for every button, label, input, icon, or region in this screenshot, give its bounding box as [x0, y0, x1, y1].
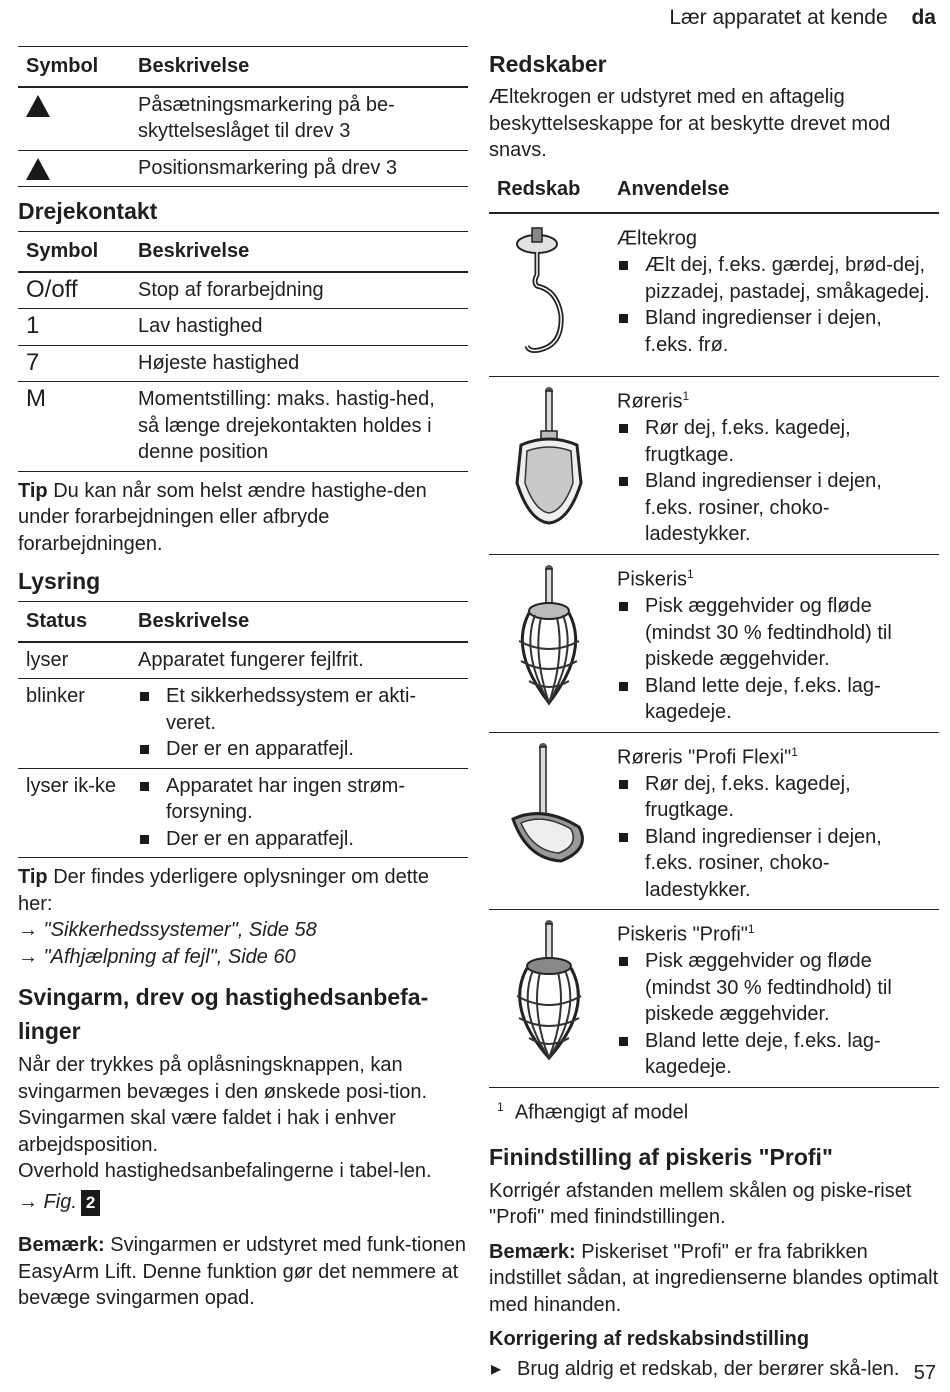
status-header: Status — [18, 602, 130, 642]
tip-text: Du kan når som helst ændre hastighe-den under forarbejdningen eller afbryde forarbejdningen. — [18, 479, 427, 555]
note-paragraph — [489, 1239, 939, 1319]
note-label: Bemærk: — [489, 1240, 576, 1263]
table-row — [18, 679, 468, 769]
triangle-marker-icon — [26, 95, 50, 117]
bullet-list — [617, 771, 931, 904]
dial-description: Stop af forarbejdning — [130, 272, 468, 309]
tip-label: Tip — [18, 866, 48, 889]
tool-name: Piskeris "Profi"$^1$ — [617, 922, 755, 946]
table-row — [18, 382, 468, 472]
list-item: Der er en apparatfejl. — [138, 736, 460, 763]
dough-hook-icon — [499, 220, 599, 370]
list-item: Apparatet har ingen strøm-forsyning. — [138, 773, 460, 826]
status-cell: lyser — [18, 642, 130, 679]
list-item: Bland lette deje, f.eks. lag-kagedeje. — [617, 673, 931, 726]
table-row — [18, 150, 468, 187]
list-item: Bland ingredienser i dejen, f.eks. rosiner, choko-ladestykker. — [617, 468, 931, 548]
dial-symbol: 1 — [18, 309, 130, 346]
finindstilling-heading: Finindstilling af piskeris "Profi" — [489, 1144, 833, 1171]
figure-reference[interactable] — [18, 1189, 468, 1217]
table-row — [489, 732, 939, 910]
footnote-row — [489, 1087, 939, 1131]
table-row — [18, 87, 468, 151]
tool-header: Redskab — [489, 168, 609, 214]
dial-description: Momentstilling: maks. hastig-hed, så længe drejekontakten holdes i denne position — [130, 382, 468, 472]
dial-symbol: 7 — [18, 345, 130, 382]
step-item: ▸ Brug aldrig et redskab, der berører skå-len. — [489, 1356, 939, 1383]
language-code: da — [911, 6, 936, 29]
bullet-list — [617, 252, 931, 358]
description-header: Beskrivelse — [130, 47, 468, 87]
symbol-header: Symbol — [18, 232, 130, 272]
drejekontakt-heading: Drejekontakt — [18, 198, 158, 224]
bullet-list — [138, 773, 460, 853]
list-item: Pisk æggehvider og fløde (mindst 30 % fedtindhold) til piskede æggehvider. — [617, 948, 931, 1028]
table-row — [489, 554, 939, 732]
footnote-text: Afhængigt af model — [514, 1101, 689, 1124]
drejekontakt-table — [18, 231, 468, 472]
tool-name: Røreris "Profi Flexi"$^1$ — [617, 744, 798, 769]
table-row — [489, 213, 939, 377]
tool-name: Piskeris$^1$ — [617, 566, 694, 591]
description-header: Beskrivelse — [130, 232, 468, 272]
bullet-list — [617, 593, 931, 726]
table-row — [18, 642, 468, 679]
symbol-table — [18, 46, 468, 187]
page-header — [669, 6, 936, 30]
korrigering-heading: Korrigering af redskabsindstilling — [489, 1328, 810, 1351]
note-text: Svingarmen er udstyret med funk-tionen EasyArm Lift. Denne funktion gør det nemmere at bevæge svingarmen opad. — [18, 1234, 466, 1310]
tip-text: Der findes yderligere oplysninger om dette her: — [18, 866, 429, 915]
beater-icon — [499, 383, 599, 533]
left-column — [18, 46, 468, 1312]
cross-reference-link[interactable]: → "Sikkerhedssystemer", Side 58 — [18, 919, 317, 942]
lysring-heading: Lysring — [18, 568, 101, 595]
tool-name: Røreris$^1$ — [617, 389, 690, 413]
cross-reference-link[interactable]: → "Afhjælpning af fejl", Side 60 — [18, 945, 296, 968]
figure-number-badge: 2 — [81, 1190, 100, 1217]
figure-reference-label: → Fig. — [18, 1190, 77, 1213]
page-number: 57 — [913, 1362, 936, 1384]
status-description: Apparatet fungerer fejlfrit. — [130, 642, 468, 679]
table-row — [18, 345, 468, 382]
table-row — [489, 910, 939, 1088]
dial-symbol: M — [18, 382, 130, 472]
tool-name: Æltekrog — [617, 227, 698, 250]
list-item: Bland ingredienser i dejen, f.eks. frø. — [617, 305, 931, 358]
step-list — [489, 1356, 939, 1383]
triangle-marker-icon — [26, 158, 50, 180]
footnote-mark: 1 — [497, 1099, 504, 1114]
note-label: Bemærk: — [18, 1234, 105, 1257]
note-paragraph — [18, 1232, 468, 1312]
list-item: Rør dej, f.eks. kagedej, frugtkage. — [617, 771, 931, 824]
table-row — [18, 768, 468, 858]
dial-description: Højeste hastighed — [130, 345, 468, 382]
body-paragraph: Svingarmen skal være faldet i hak i enhver arbejdsposition. — [18, 1107, 396, 1156]
tip-paragraph — [18, 864, 468, 917]
right-column — [489, 46, 939, 1383]
body-paragraph: Korrigér afstanden mellem skålen og piske-riset "Profi" med finindstillingen. — [489, 1179, 912, 1229]
usage-header: Anvendelse — [609, 168, 939, 214]
tip-label: Tip — [18, 479, 48, 502]
list-item: Pisk æggehvider og fløde (mindst 30 % fedtindhold) til piskede æggehvider. — [617, 593, 931, 673]
status-cell: lyser ik-ke — [18, 768, 130, 858]
table-row — [489, 377, 939, 555]
list-item: Et sikkerhedssystem er akti-veret. — [138, 683, 460, 736]
whisk-icon — [499, 561, 599, 711]
bullet-list — [617, 948, 931, 1081]
symbol-description: Påsætningsmarkering på be-skyttelseslåget til drev 3 — [130, 87, 468, 151]
svingarm-heading: Svingarm, drev og hastighedsanbefa-linger — [18, 984, 429, 1045]
section-title: Lær apparatet at kende — [669, 6, 888, 29]
profi-whisk-icon — [499, 916, 599, 1066]
redskaber-heading: Redskaber — [489, 51, 607, 77]
list-item: Ælt dej, f.eks. gærdej, brød-dej, pizzadej, pastadej, småkagedej. — [617, 252, 931, 305]
body-paragraph: Overhold hastighedsanbefalingerne i tabel-len. — [18, 1160, 432, 1183]
body-paragraph: Når der trykkes på oplåsningsknappen, kan svingarmen bevæges i den ønskede posi-tion. — [18, 1054, 428, 1103]
list-item: Bland ingredienser i dejen, f.eks. rosiner, choko-ladestykker. — [617, 824, 931, 904]
table-row — [18, 272, 468, 309]
list-item: Bland lette deje, f.eks. lag-kagedeje. — [617, 1028, 931, 1081]
symbol-header: Symbol — [18, 47, 130, 87]
tools-table — [489, 168, 939, 1132]
body-paragraph: Æltekrogen er udstyret med en aftagelig beskyttelseskappe for at beskytte drevet mod snavs. — [489, 86, 891, 162]
list-item: Der er en apparatfejl. — [138, 826, 460, 853]
description-header: Beskrivelse — [130, 602, 468, 642]
flexi-beater-icon — [499, 739, 599, 889]
dial-description: Lav hastighed — [130, 309, 468, 346]
list-item: Rør dej, f.eks. kagedej, frugtkage. — [617, 415, 931, 468]
note-text: Piskeriset "Profi" er fra fabrikken indstillet sådan, at ingredienserne blandes optimalt med hinanden. — [489, 1240, 939, 1316]
dial-symbol: O/off — [18, 272, 130, 309]
symbol-description: Positionsmarkering på drev 3 — [130, 150, 468, 187]
bullet-list — [617, 415, 931, 548]
status-cell: blinker — [18, 679, 130, 769]
lysring-table — [18, 601, 468, 858]
tip-paragraph — [18, 478, 468, 558]
bullet-list — [138, 683, 460, 763]
table-row — [18, 309, 468, 346]
